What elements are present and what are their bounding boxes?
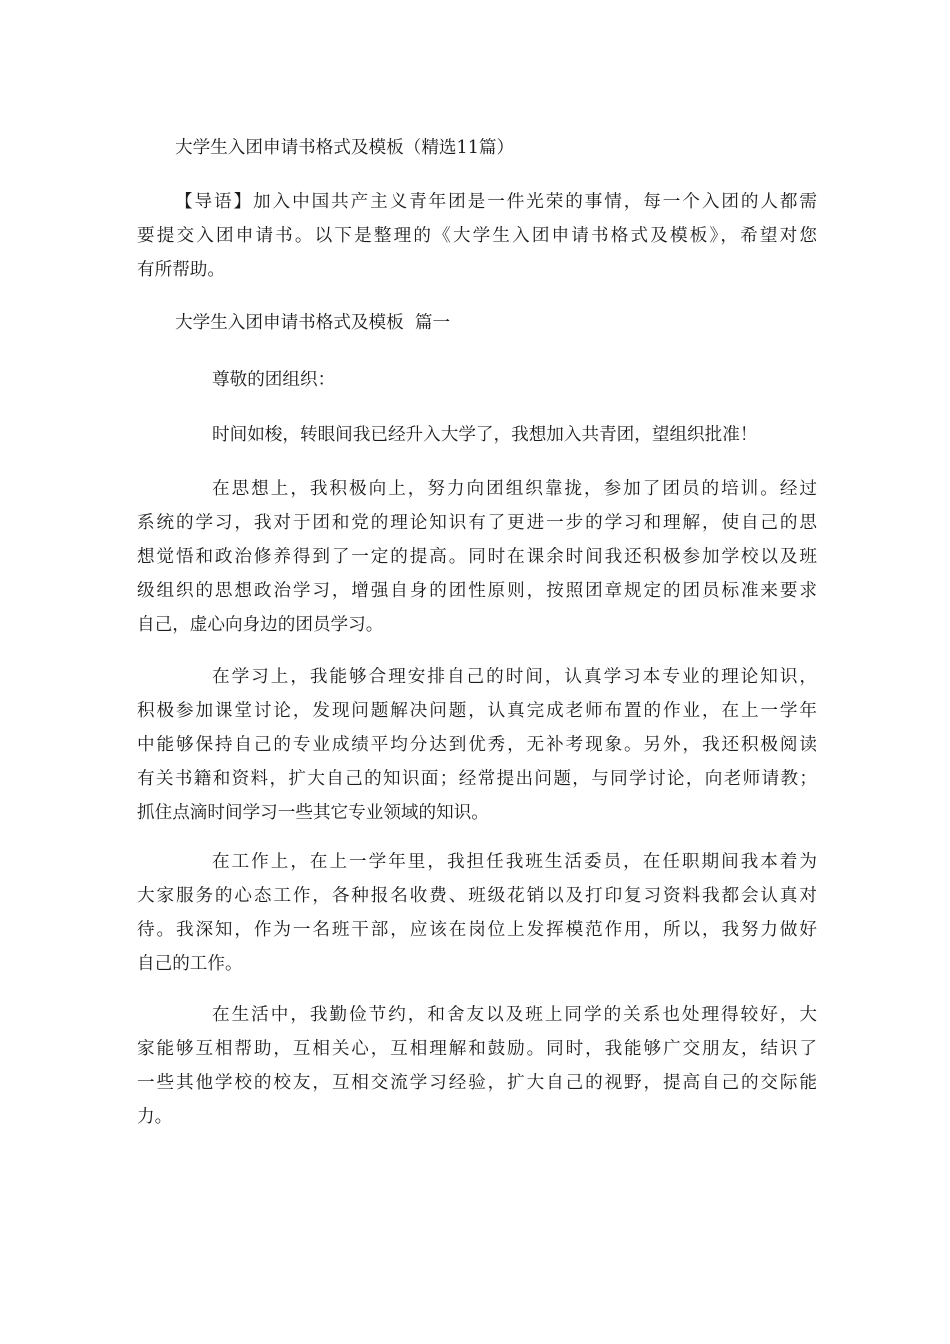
salutation xyxy=(212,363,892,397)
paragraph-line: 级组织的思想政治学习，增强自身的团性原则，按照团章规定的团员标准来要求 xyxy=(137,581,817,601)
paragraph-line: 在学习上，我能够合理安排自己的时间，认真学习本专业的理论知识， xyxy=(212,667,817,687)
intro-line: 有所帮助。 xyxy=(137,260,225,280)
section-heading xyxy=(175,306,855,340)
title-line: 大学生入团申请书格式及模板（精选11篇） xyxy=(175,138,515,158)
salutation-text: 尊敬的团组织： xyxy=(212,370,336,390)
paragraph-line: 自己的工作。 xyxy=(137,954,243,974)
paragraph-line: 待。我深知，作为一名班干部，应该在岗位上发挥模范作用，所以，我努力做好 xyxy=(137,920,817,940)
paragraph-line: 有关书籍和资料，扩大自己的知识面；经常提出问题，与同学讨论，向老师请教； xyxy=(137,769,817,789)
paragraph-line: 想觉悟和政治修养得到了一定的提高。同时在课余时间我还积极参加学校以及班 xyxy=(137,547,817,567)
section-heading-text: 大学生入团申请书格式及模板 篇一 xyxy=(175,313,451,333)
opening-text: 时间如梭，转眼间我已经升入大学了，我想加入共青团，望组织批准！ xyxy=(212,425,758,445)
paragraph-line: 在思想上，我积极向上，努力向团组织靠拢，参加了团员的培训。经过 xyxy=(212,479,817,499)
paragraph-line: 中能够保持自己的专业成绩平均分达到优秀，无补考现象。另外，我还积极阅读 xyxy=(137,735,817,755)
paragraph-line: 家能够互相帮助，互相关心，互相理解和鼓励。同时，我能够广交朋友，结识了 xyxy=(137,1039,817,1059)
document-title xyxy=(175,131,855,165)
paragraph-line: 一些其他学校的校友，互相交流学习经验，扩大自己的视野，提高自己的交际能 xyxy=(137,1073,817,1093)
paragraph-line: 积极参加课堂讨论，发现问题解决问题，认真完成老师布置的作业，在上一学年 xyxy=(137,701,817,721)
intro-line: 【导语】加入中国共产主义青年团是一件光荣的事情，每一个入团的人都需 xyxy=(175,192,817,212)
paragraph-work xyxy=(137,845,817,981)
opening-paragraph xyxy=(212,418,892,452)
paragraph-study xyxy=(137,660,817,830)
paragraph-line: 大家服务的心态工作，各种报名收费、班级花销以及打印复习资料我都会认真对 xyxy=(137,886,817,906)
paragraph-line: 自己，虚心向身边的团员学习。 xyxy=(137,615,384,635)
paragraph-line: 力。 xyxy=(137,1107,173,1127)
paragraph-line: 系统的学习，我对于团和党的理论知识有了更进一步的学习和理解，使自己的思 xyxy=(137,513,817,533)
paragraph-thought xyxy=(137,472,817,642)
paragraph-line: 在生活中，我勤俭节约，和舍友以及班上同学的关系也处理得较好，大 xyxy=(212,1005,817,1025)
intro-line: 要提交入团申请书。以下是整理的《大学生入团申请书格式及模板》，希望对您 xyxy=(137,226,817,246)
paragraph-line: 抓住点滴时间学习一些其它专业领域的知识。 xyxy=(137,803,489,823)
paragraph-life xyxy=(137,998,817,1134)
intro-paragraph xyxy=(137,185,817,287)
paragraph-line: 在工作上，在上一学年里，我担任我班生活委员，在任职期间我本着为 xyxy=(212,852,817,872)
